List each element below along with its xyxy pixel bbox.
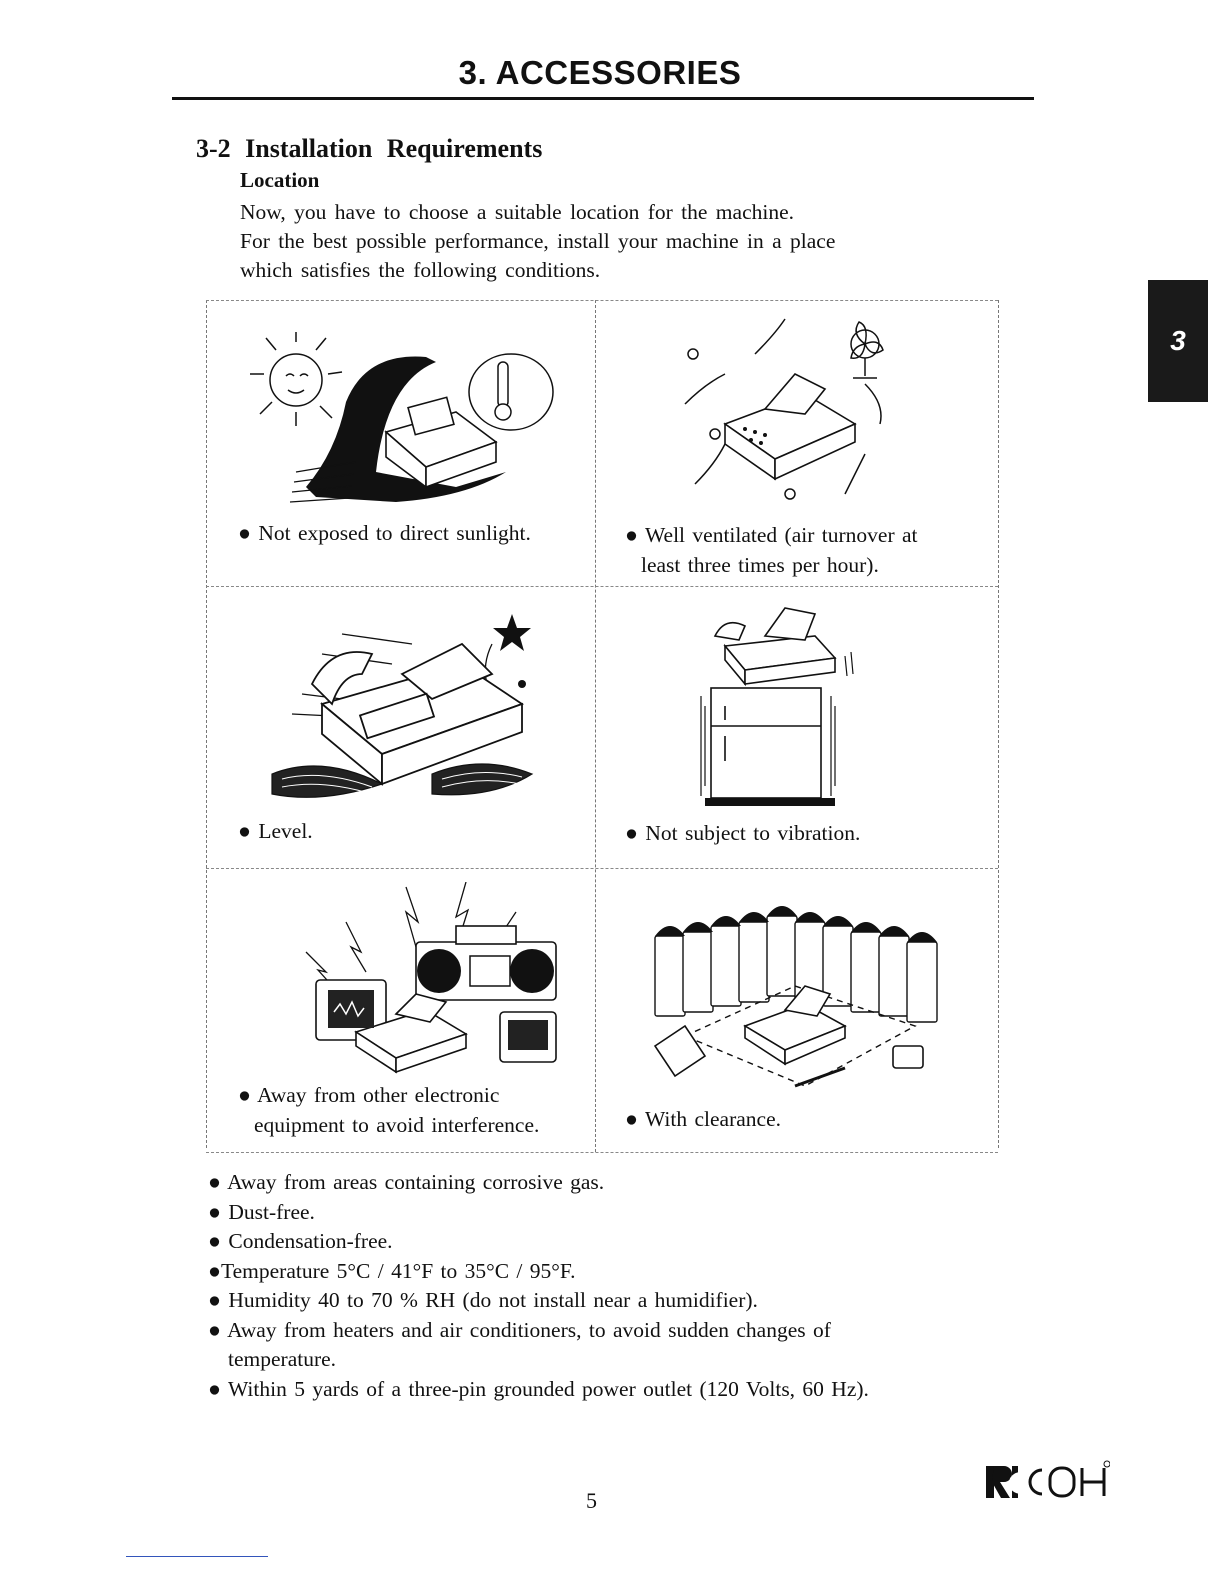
- intro-line: For the best possible performance, install your machine in a place: [240, 229, 836, 253]
- condition-caption: [238, 518, 531, 548]
- list-item: ● Away from heaters and air conditioners, to avoid sudden changes of: [208, 1317, 831, 1342]
- grid-bottom-border: [206, 1152, 998, 1153]
- intro-line: Now, you have to choose a suitable location for the machine.: [240, 200, 794, 224]
- caption-line: ● Well ventilated (air turnover at: [625, 523, 918, 547]
- condition-caption: [238, 1080, 539, 1140]
- list-item: ● Within 5 yards of a three-pin grounded power outlet (120 Volts, 60 Hz).: [208, 1376, 869, 1401]
- fax-clearance-icon: [645, 886, 945, 1096]
- title-rule: [172, 97, 1034, 100]
- tilted-fax-icon: [262, 604, 562, 814]
- caption-line: ● Not subject to vibration.: [625, 821, 861, 845]
- caption-line: ● With clearance.: [625, 1107, 781, 1131]
- footer-rule: [126, 1556, 268, 1557]
- list-item: ● Condensation-free.: [208, 1229, 393, 1253]
- fax-on-fridge-icon: [695, 596, 865, 816]
- condition-caption: [625, 520, 918, 580]
- condition-cell-level: [206, 586, 594, 868]
- intro-paragraph: [240, 198, 835, 285]
- condition-caption: [625, 1104, 781, 1134]
- list-item-continuation: temperature.: [228, 1347, 337, 1371]
- list-item: ● Dust-free.: [208, 1199, 315, 1224]
- caption-line: ● Away from other electronic: [238, 1083, 500, 1107]
- condition-caption: [238, 816, 313, 846]
- chapter-title: 3. ACCESSORIES: [458, 54, 742, 91]
- location-subheading: Location: [240, 168, 320, 192]
- sun-fax-icon: [236, 322, 566, 512]
- page-number: 5: [586, 1488, 597, 1513]
- condition-cell-ventilation: [595, 300, 983, 586]
- condition-cell-interference: [206, 868, 594, 1152]
- intro-line: which satisfies the following conditions.: [240, 258, 601, 282]
- condition-cell-vibration: [595, 586, 983, 868]
- fan-fax-icon: [665, 314, 915, 514]
- caption-line: ● Not exposed to direct sunlight.: [238, 521, 531, 545]
- grid-right-border: [998, 300, 999, 1148]
- ricoh-logo: [986, 1460, 1110, 1502]
- caption-line: ● Level.: [238, 819, 313, 843]
- condition-caption: [625, 818, 860, 848]
- caption-line: least three times per hour).: [641, 553, 879, 577]
- electronics-fax-icon: [246, 882, 566, 1082]
- requirements-list: [208, 1168, 1028, 1404]
- condition-cell-sunlight: [206, 300, 594, 586]
- chapter-tab: 3: [1148, 280, 1208, 402]
- caption-line: equipment to avoid interference.: [254, 1113, 540, 1137]
- conditions-grid: [206, 300, 998, 1156]
- list-item: ●Temperature 5°C / 41°F to 35°C / 95°F.: [208, 1258, 576, 1283]
- list-item: ● Away from areas containing corrosive gas.: [208, 1170, 605, 1194]
- condition-cell-clearance: [595, 868, 983, 1152]
- section-heading: 3-2 Installation Requirements: [196, 134, 543, 163]
- list-item: ● Humidity 40 to 70 % RH (do not install near a humidifier).: [208, 1288, 758, 1312]
